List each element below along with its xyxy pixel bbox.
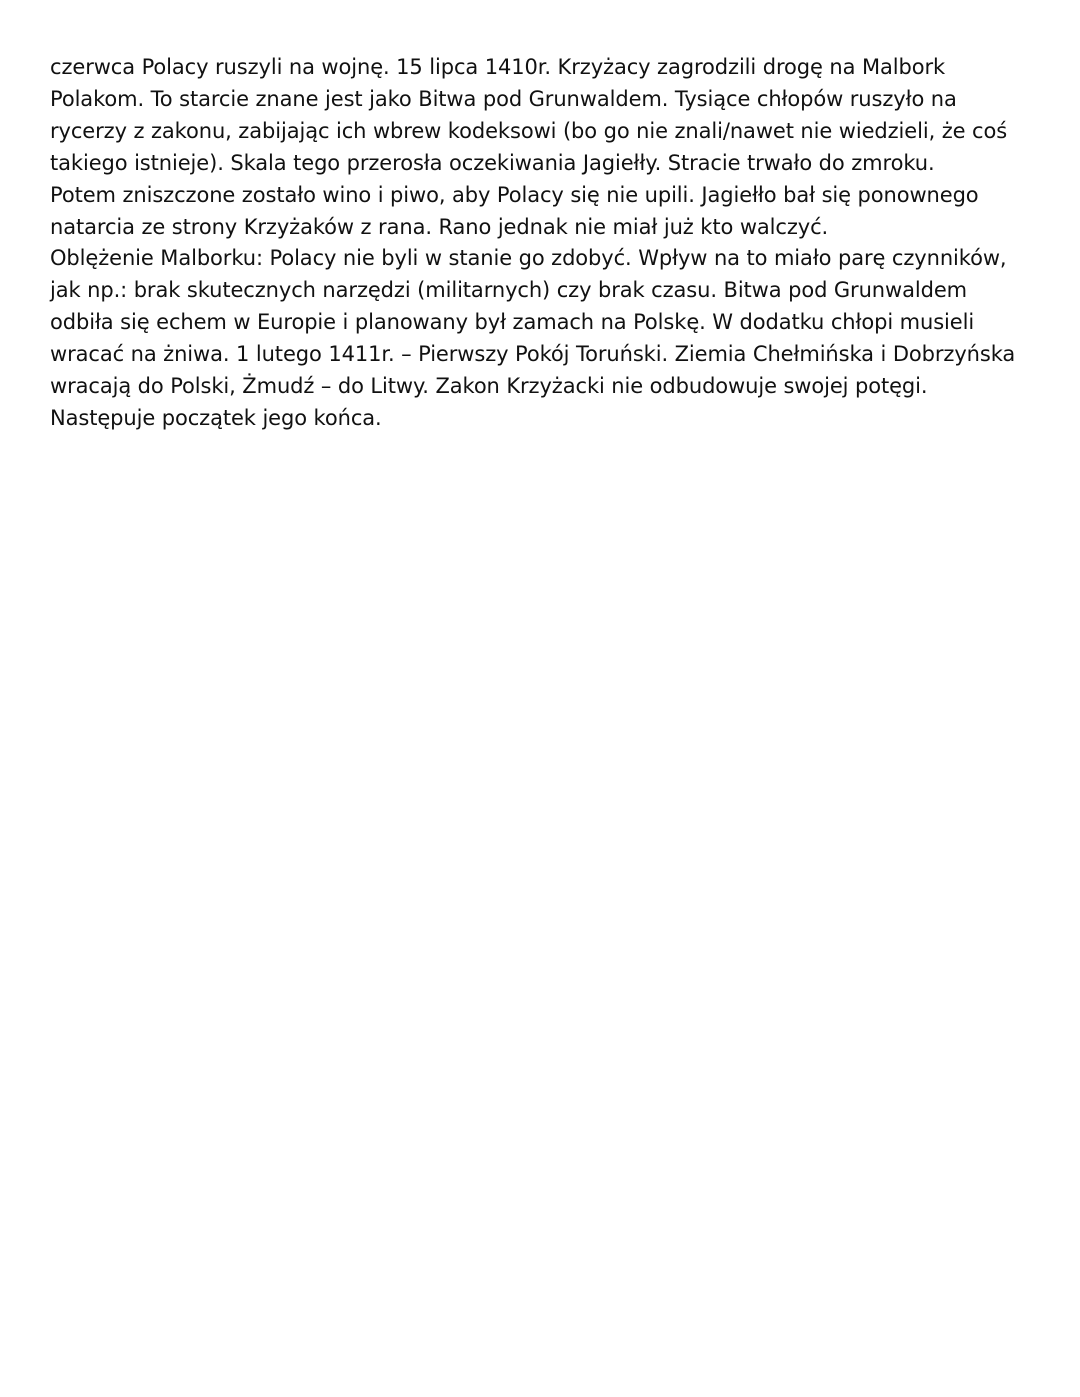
text-line: Następuje początek jego końca. (50, 405, 382, 430)
text-line: Polakom. To starcie znane jest jako Bitwa pod Grunwaldem. Tysiące chłopów ruszyło na (50, 86, 957, 111)
text-line: natarcia ze strony Krzyżaków z rana. Rano jednak nie miał już kto walczyć. (50, 214, 829, 239)
text-line: Oblężenie Malborku: Polacy nie byli w stanie go zdobyć. Wpływ na to miało parę czynników, (50, 246, 1007, 271)
text-line: rycerzy z zakonu, zabijając ich wbrew kodeksowi (bo go nie znali/nawet nie wiedzieli, że coś (50, 118, 1008, 143)
text-line: czerwca Polacy ruszyli na wojnę. 15 lipca 1410r. Krzyżacy zagrodzili drogę na Malbork (50, 55, 946, 79)
text-line: takiego istnieje). Skala tego przerosła oczekiwania Jagiełły. Stracie trwało do zmroku. (50, 150, 935, 175)
text-line: Potem zniszczone zostało wino i piwo, aby Polacy się nie upili. Jagiełło bał się ponownego (50, 182, 979, 207)
text-line: wracać na żniwa. 1 lutego 1411r. – Pierwszy Pokój Toruński. Ziemia Chełmińska i Dobrzyńska (50, 342, 1016, 367)
text-line: jak np.: brak skutecznych narzędzi (militarnych) czy brak czasu. Bitwa pod Grunwaldem (50, 278, 967, 303)
body-text (50, 52, 1050, 435)
text-line: odbiła się echem w Europie i planowany był zamach na Polskę. W dodatku chłopi musieli (50, 310, 975, 335)
text-line: wracają do Polski, Żmudź – do Litwy. Zakon Krzyżacki nie odbudowuje swojej potęgi. (50, 374, 928, 399)
